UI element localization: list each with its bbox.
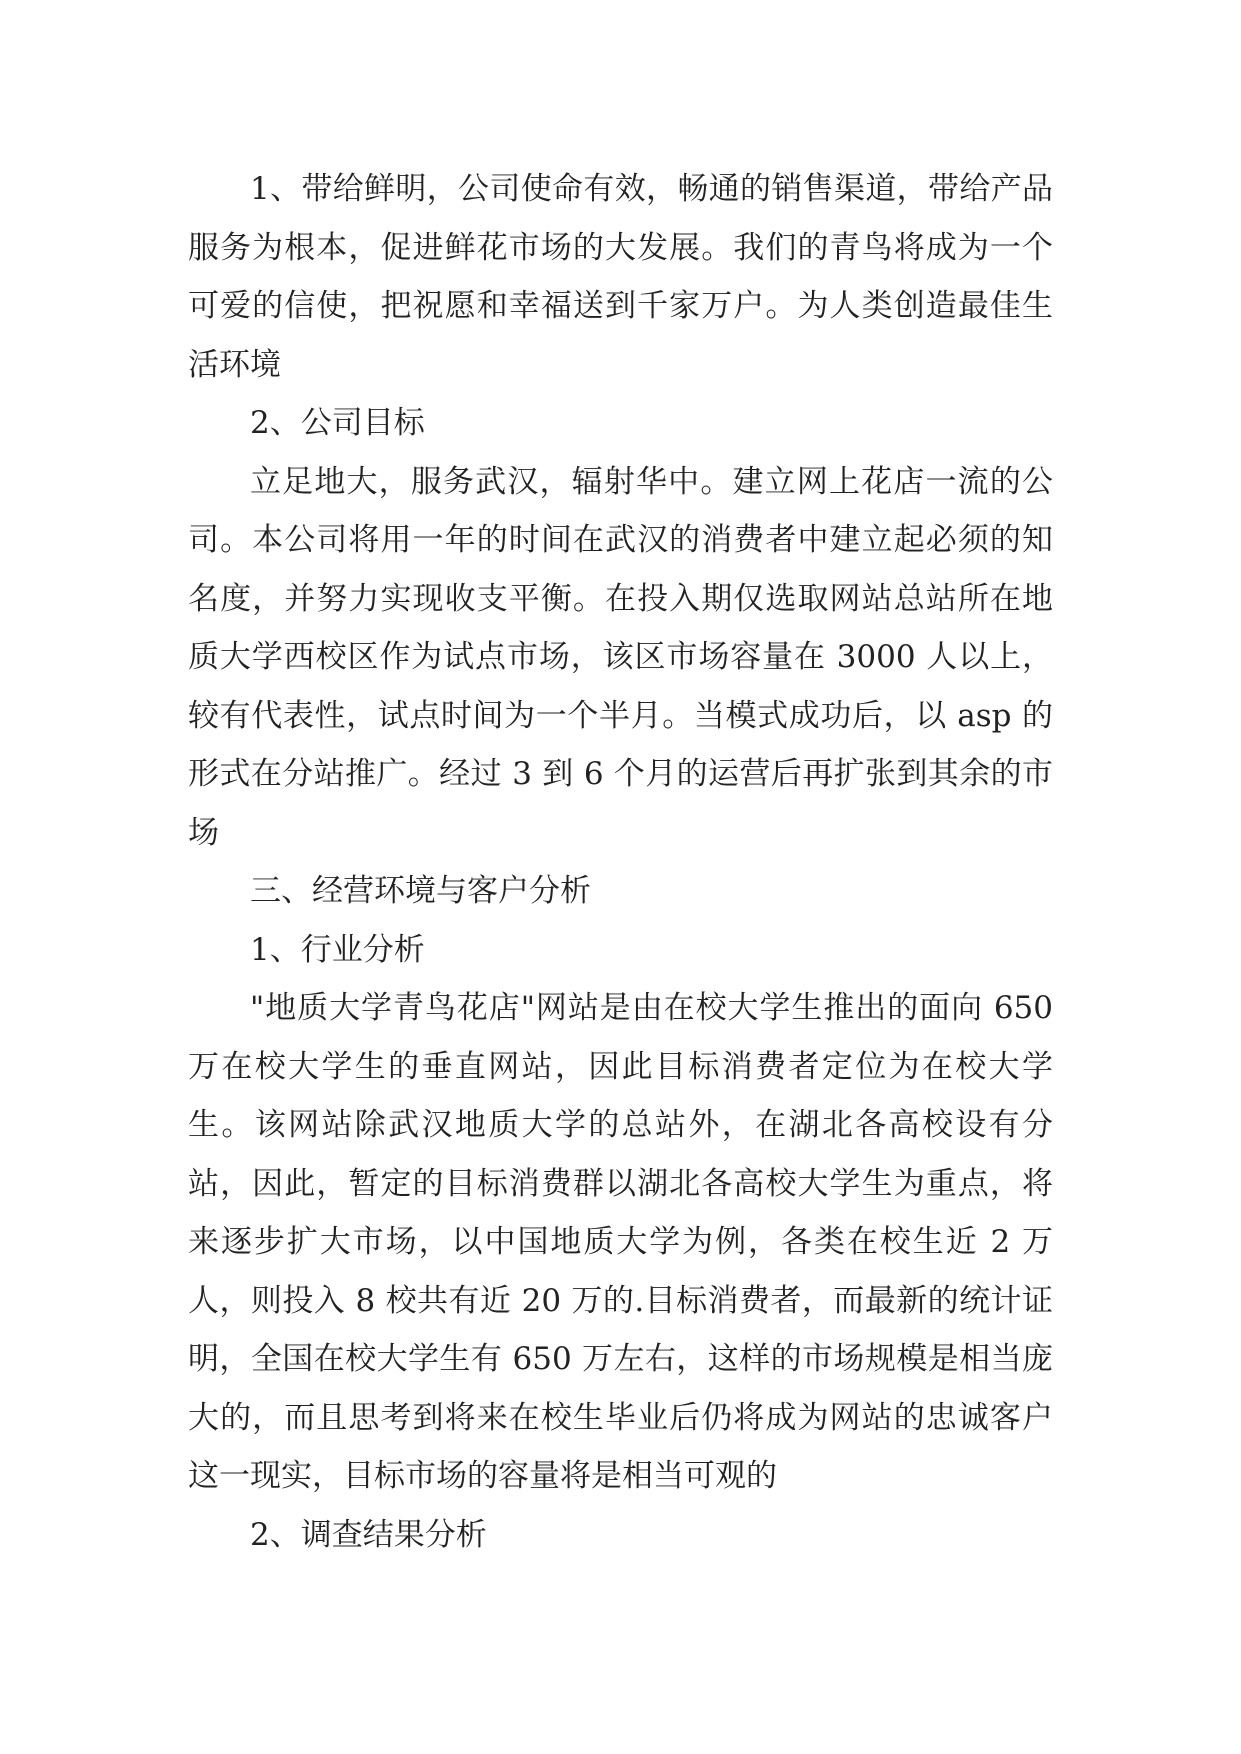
heading-industry-analysis: 1、行业分析 [250,931,425,968]
paragraph-company-goals: 立足地大，服务武汉，辐射华中。建立网上花店一流的公司。本公司将用一年的时间在武汉的消费者中建立起必须的知名度，并努力实现收支平衡。在投入期仅选取网站总站所在地质大学西校区作为试点市场，该区市场容量在 3000 人以上，较有代表性，试点时间为一个半月。当模式成功后，以 asp 的形式在分站推广。经过 3 到 6 个月的运营后再扩张到其余的市场 [188,463,1053,851]
document-body [188,160,1053,1564]
heading-survey-results-analysis: 2、调查结果分析 [250,1516,487,1553]
paragraph-industry-analysis: "地质大学青鸟花店"网站是由在校大学生推出的面向 650 万在校大学生的垂直网站，因此目标消费者定位为在校大学生。该网站除武汉地质大学的总站外，在湖北各高校设有分站，因此，暂定的目标消费群以湖北各高校大学生为重点，将来逐步扩大市场，以中国地质大学为例，各类在校生近 2 万人，则投入 8 校共有近 20 万的.目标消费者，而最新的统计证明，全国在校大学生有 650 万左右，这样的市场规模是相当庞大的，而且思考到将来在校生毕业后仍将成为网站的忠诚客户这一现实，目标市场的容量将是相当可观的 [188,990,1053,1494]
paragraph-mission: 1、带给鲜明，公司使命有效，畅通的销售渠道，带给产品服务为根本，促进鲜花市场的大发展。我们的青鸟将成为一个可爱的信使，把祝愿和幸福送到千家万户。为人类创造最佳生活环境 [188,171,1053,383]
heading-company-goals: 2、公司目标 [250,405,425,441]
heading-environment-customer-analysis: 三、经营环境与客户分析 [250,873,591,909]
